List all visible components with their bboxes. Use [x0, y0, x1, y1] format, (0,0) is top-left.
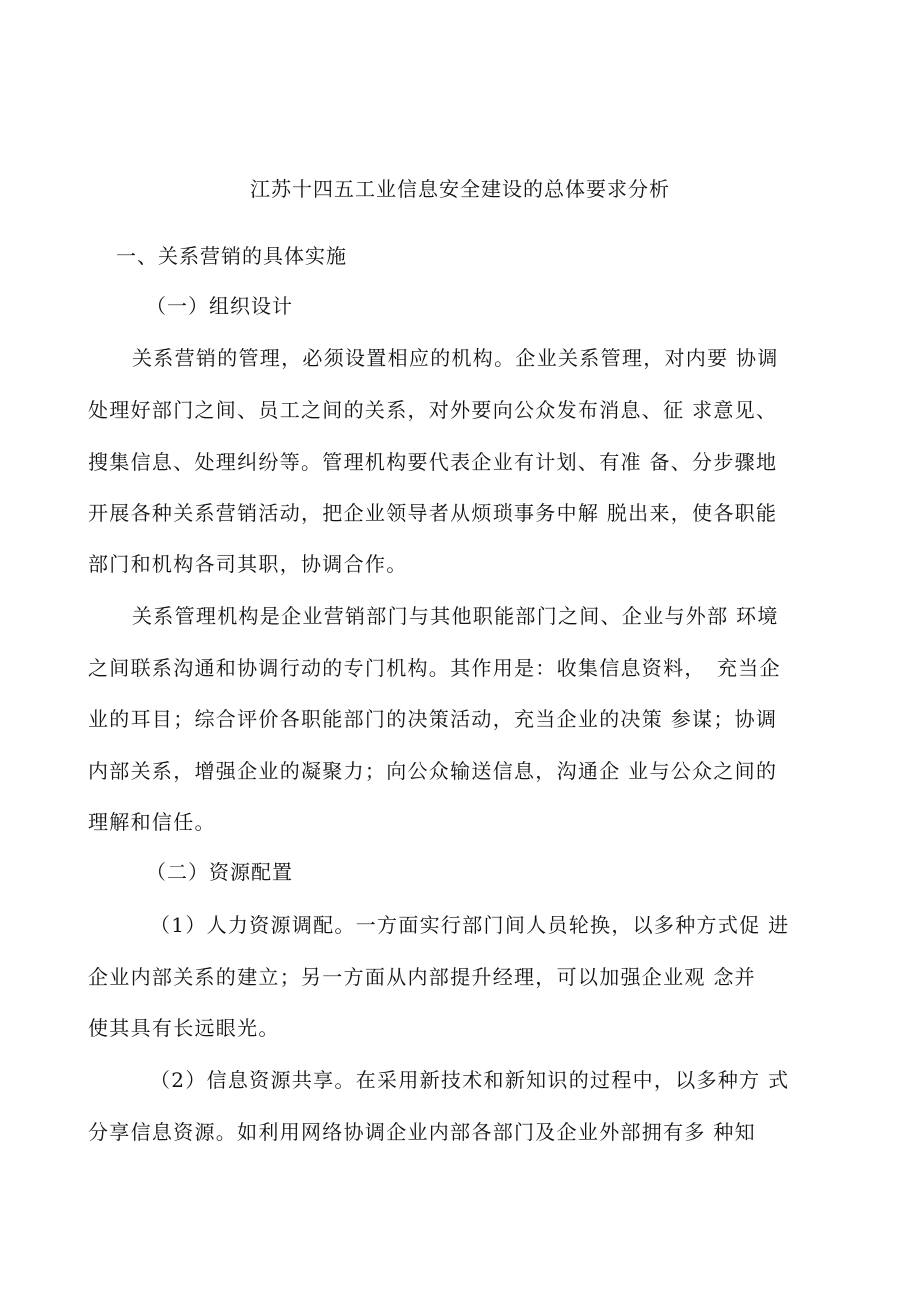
paragraph-2-line-2: 之间联系沟通和协调行动的专门机构。其作用是：收集信息资料， 充当企 [88, 656, 781, 680]
paragraph-4-line-1: （2）信息资源共享。在采用新技术和新知识的过程中，以多种方 式 [150, 1068, 790, 1092]
paragraph-3-line-3: 使其具有长远眼光。 [88, 1016, 280, 1040]
paragraph-4-line-2: 分享信息资源。如利用网络协调企业内部各部门及企业外部拥有多 种知 [88, 1120, 756, 1144]
paragraph-1-line-5: 部门和机构各司其职，协调合作。 [88, 552, 408, 576]
paragraph-1-line-1: 关系营销的管理，必须设置相应的机构。企业关系管理，对内要 协调 [132, 346, 779, 370]
document-title: 江苏十四五工业信息安全建设的总体要求分析 [250, 177, 670, 201]
paragraph-2-line-1: 关系管理机构是企业营销部门与其他职能部门之间、企业与外部 环境 [132, 604, 779, 628]
section-heading-1: 一、关系营销的具体实施 [116, 244, 347, 268]
subsection-heading-organization: （一）组织设计 [146, 294, 293, 318]
subsection-heading-resources: （二）资源配置 [146, 860, 293, 884]
paragraph-2-line-5: 理解和信任。 [88, 810, 216, 834]
paragraph-2-line-4: 内部关系，增强企业的凝聚力；向公众输送信息，沟通企 业与公众之间的 [88, 759, 778, 783]
paragraph-2-line-3: 业的耳目；综合评价各职能部门的决策活动，充当企业的决策 参谋；协调 [88, 707, 778, 731]
paragraph-3-line-2: 企业内部关系的建立；另一方面从内部提升经理，可以加强企业观 念并 [88, 965, 756, 989]
paragraph-1-line-3: 搜集信息、处理纠纷等。管理机构要代表企业有计划、有准 备、分步骤地 [88, 450, 778, 474]
paragraph-1-line-4: 开展各种关系营销活动，把企业领导者从烦琐事务中解 脱出来，使各职能 [88, 501, 778, 525]
paragraph-1-line-2: 处理好部门之间、员工之间的关系，对外要向公众发布消息、征 求意见、 [88, 398, 778, 422]
paragraph-3-line-1: （1）人力资源调配。一方面实行部门间人员轮换，以多种方式促 进 [150, 913, 790, 937]
